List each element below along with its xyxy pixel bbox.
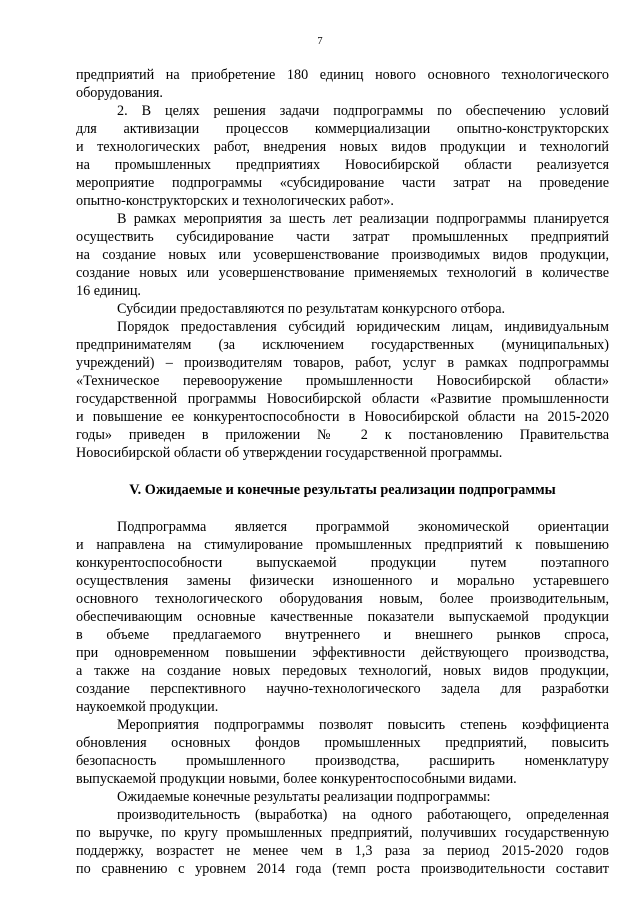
text-line: предпринимателям (за исключением государственных (муниципальных) xyxy=(76,337,609,353)
text-line: основного технологического оборудования новым, более производительным, xyxy=(76,591,609,607)
text-line: Субсидии предоставляются по результатам конкурсного отбора. xyxy=(117,301,506,317)
text-line: в объеме предлагаемого внутреннего и внешнего рынков спроса, xyxy=(76,627,609,643)
text-line: осуществить субсидирование части затрат промышленных предприятий xyxy=(76,229,609,245)
text-line: 16 единиц. xyxy=(76,283,141,299)
text-line: безопасность промышленного производства, расширить номенклатуру xyxy=(76,753,609,769)
text-line: учреждений) – производителям товаров, работ, услуг в рамках подпрограммы xyxy=(76,355,609,371)
text-line: а также на создание новых передовых технологий, новых видов продукции, xyxy=(76,663,609,679)
text-line: поддержку, возрастет не менее чем в 1,3 раза за период 2015-2020 годов xyxy=(76,843,609,859)
text-line: и направлена на стимулирование промышленных предприятий к повышению xyxy=(76,537,609,553)
text-line: годы» приведен в приложении № 2 к постановлению Правительства xyxy=(76,427,609,443)
text-line: осуществления замены физически изношенного и морально устаревшего xyxy=(76,573,609,589)
text-line: создание перспективного научно-технологического задела для разработки xyxy=(76,681,609,697)
text-line: Мероприятия подпрограммы позволят повысить степень коэффициента xyxy=(117,717,609,733)
text-line: «Техническое перевооружение промышленности Новосибирской области» xyxy=(76,373,609,389)
text-line: производительность (выработка) на одного работающего, определенная xyxy=(117,807,609,823)
text-line: при одновременном повышении эффективности действующего производства, xyxy=(76,645,609,661)
page-number: 7 xyxy=(317,36,323,47)
text-line: и технологических работ, внедрения новых видов продукции и технологий xyxy=(76,139,609,155)
text-line: В рамках мероприятия за шесть лет реализации подпрограммы планируется xyxy=(117,211,609,227)
text-line: предприятий на приобретение 180 единиц нового основного технологического xyxy=(76,67,609,83)
text-line: обеспечивающим основные качественные показатели выпускаемой продукции xyxy=(76,609,609,625)
text-line: для активизации процессов коммерциализации опытно-конструкторских xyxy=(76,121,609,137)
text-line: по выручке, по кругу промышленных предприятий, получивших государственную xyxy=(76,825,609,841)
text-line: выпускаемой продукции новыми, более конкурентоспособными видами. xyxy=(76,771,517,787)
text-line: на создание новых или усовершенствование производимых видов продукции, xyxy=(76,247,609,263)
text-line: и повышение ее конкурентоспособности в Новосибирской области на 2015-2020 xyxy=(76,409,609,425)
text-line: Подпрограмма является программой экономической ориентации xyxy=(117,519,609,535)
text-line: мероприятие подпрограммы «субсидирование части затрат на проведение xyxy=(76,175,609,191)
text-line: наукоемкой продукции. xyxy=(76,699,219,715)
text-line: Новосибирской области об утверждении государственной программы. xyxy=(76,445,503,461)
text-line: Ожидаемые конечные результаты реализации подпрограммы: xyxy=(117,789,491,805)
text-line: создание новых или усовершенствование применяемых технологий в количестве xyxy=(76,265,609,281)
text-line: оборудования. xyxy=(76,85,163,101)
text-line: по сравнению с уровнем 2014 года (темп роста производительности составит xyxy=(76,861,609,877)
section-heading: V. Ожидаемые и конечные результаты реализации подпрограммы xyxy=(129,482,556,498)
text-line: на промышленных предприятиях Новосибирской области реализуется xyxy=(76,157,609,173)
text-line: 2. В целях решения задачи подпрограммы по обеспечению условий xyxy=(117,103,609,119)
text-line: конкурентоспособности выпускаемой продукции путем поэтапного xyxy=(76,555,609,571)
text-line: Порядок предоставления субсидий юридическим лицам, индивидуальным xyxy=(117,319,609,335)
text-line: обновления основных фондов промышленных предприятий, повысить xyxy=(76,735,609,751)
text-line: государственной программы Новосибирской области «Развитие промышленности xyxy=(76,391,609,407)
text-line: опытно-конструкторских и технологических работ». xyxy=(76,193,394,209)
